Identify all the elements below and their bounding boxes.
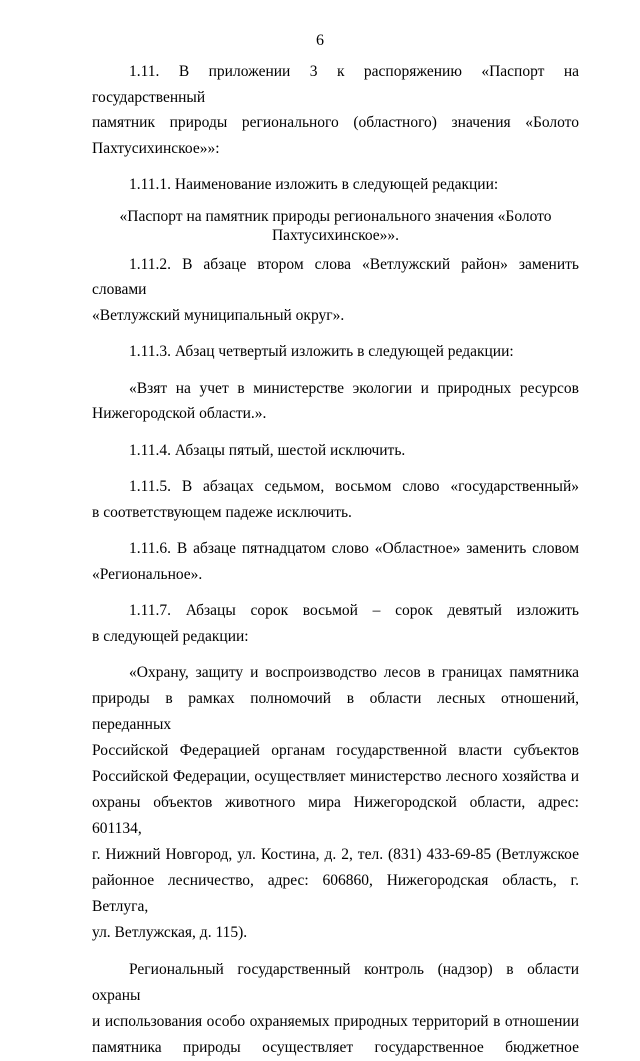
paragraph-line: «Взят на учет в министерстве экологии и природных ресурсов xyxy=(129,379,579,397)
paragraph-line: Пахтусихинское»»: xyxy=(92,139,220,157)
paragraph-line: 1.11.2. В абзаце втором слова «Ветлужский район» заменить словами xyxy=(92,255,579,298)
paragraph-line: Российской Федерацией органам государственной власти субъектов xyxy=(92,742,579,759)
paragraph-line: г. Нижний Новгород, ул. Костина, д. 2, тел. (831) 433-69-85 (Ветлужское xyxy=(92,846,579,863)
paragraph-line: и использования особо охраняемых природных территорий в отношении xyxy=(92,1013,579,1030)
quoted-title xyxy=(92,207,579,245)
paragraph-1-11-4: 1.11.4. Абзацы пятый, шестой исключить. xyxy=(129,441,406,459)
paragraph-line: памятник природы регионального (областного) значения «Болото xyxy=(92,114,579,131)
paragraph-line: «Ветлужский муниципальный округ». xyxy=(92,306,345,324)
paragraph-line: Региональный государственный контроль (надзор) в области охраны xyxy=(92,961,579,1004)
paragraph-regional-control xyxy=(92,957,579,1061)
paragraph-quote-registration xyxy=(92,376,579,427)
paragraph-line: районное лесничество, адрес: 606860, Нижегородская область, г. Ветлуга, xyxy=(92,872,579,915)
paragraph-1-11-6 xyxy=(92,536,579,587)
paragraph-line: Нижегородской области.». xyxy=(92,405,267,422)
paragraph-line: природы в рамках полномочий в области лесных отношений, переданных xyxy=(92,690,579,733)
paragraph-line: ул. Ветлужская, д. 115). xyxy=(92,924,248,941)
paragraph-1-11-1: 1.11.1. Наименование изложить в следующей редакции: xyxy=(129,176,499,193)
paragraph-line: памятника природы осуществляет государственное бюджетное xyxy=(92,1039,579,1056)
paragraph-line: 1.11.5. В абзацах седьмом, восьмом слово «государственный» xyxy=(129,478,579,495)
paragraph-line: в соответствующем падеже исключить. xyxy=(92,503,352,521)
paragraph-1-11-3: 1.11.3. Абзац четвертый изложить в следующей редакции: xyxy=(129,343,514,360)
paragraph-line: «Охрану, защиту и воспроизводство лесов в границах памятника xyxy=(129,664,579,681)
paragraph-line: «Региональное». xyxy=(92,565,203,583)
paragraph-1-11 xyxy=(92,59,579,161)
paragraph-line: 1.11.7. Абзацы сорок восьмой – сорок девятый изложить xyxy=(129,602,579,619)
paragraph-line: 1.11. В приложении 3 к распоряжению «Паспорт на государственный xyxy=(92,63,579,106)
document-body xyxy=(92,59,579,1061)
paragraph-line: охраны объектов животного мира Нижегородской области, адрес: 601134, xyxy=(92,794,579,837)
paragraph-1-11-7 xyxy=(92,598,579,649)
quoted-title-line: Пахтусихинское»». xyxy=(271,226,400,244)
paragraph-line: 1.11.6. В абзаце пятнадцатом слово «Областное» заменить словом xyxy=(129,540,579,557)
paragraph-1-11-2 xyxy=(92,252,579,329)
paragraph-line: Российской Федерации, осуществляет министерство лесного хозяйства и xyxy=(92,768,579,785)
paragraph-forest-protection xyxy=(92,660,579,946)
paragraph-line: в следующей редакции: xyxy=(92,627,249,645)
page-number: 6 xyxy=(316,32,324,49)
quoted-title-line: «Паспорт на памятник природы регионального значения «Болото xyxy=(119,207,552,225)
paragraph-1-11-5 xyxy=(92,474,579,525)
